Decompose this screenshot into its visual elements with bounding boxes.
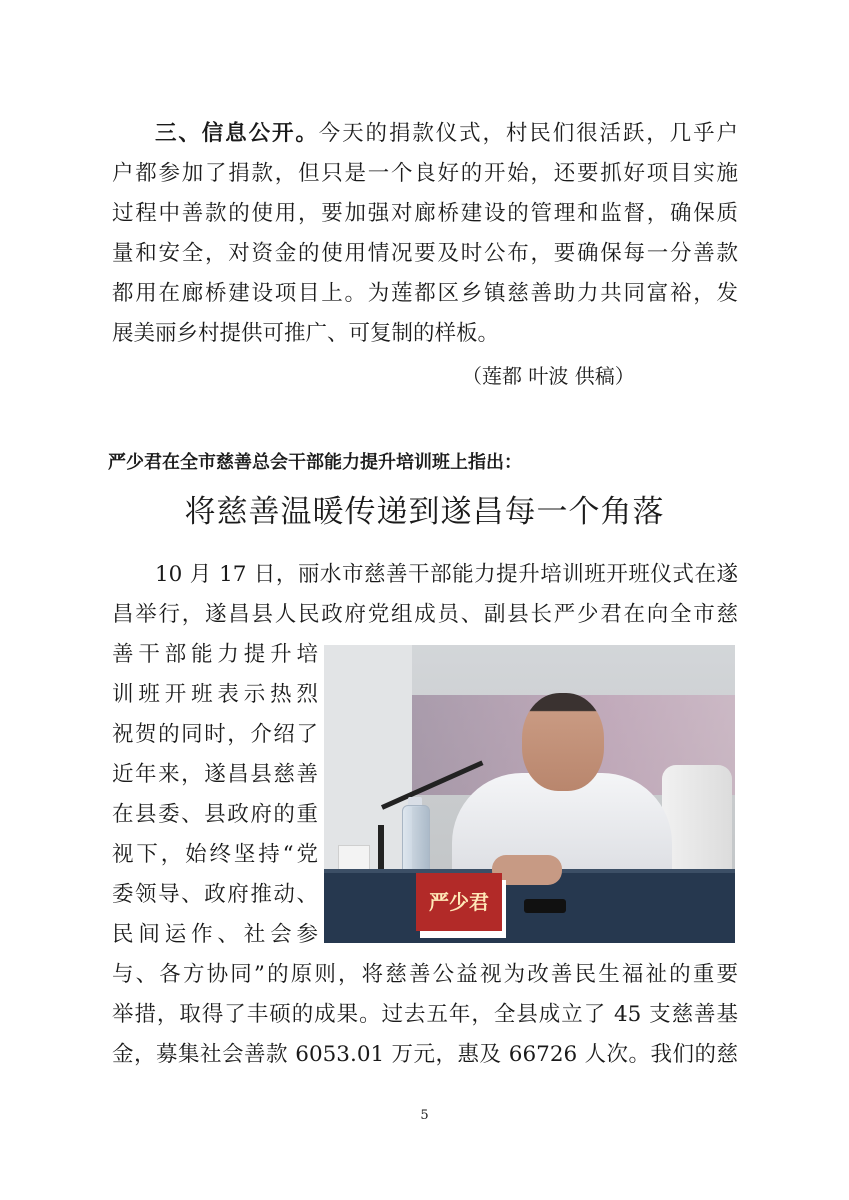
article-line: 训班开班表示热烈 — [112, 682, 318, 707]
article-line: 在县委、县政府的重 — [112, 802, 318, 827]
photo-speaker-head — [522, 693, 604, 791]
article-line: 善干部能力提升培 — [112, 642, 318, 667]
section3-line — [112, 114, 738, 154]
section3-line: 过程中善款的使用，要加强对廊桥建设的管理和监督，确保质 — [112, 201, 738, 226]
page-number: 5 — [420, 1108, 429, 1123]
article-line: 委领导、政府推动、 — [112, 882, 318, 907]
article-line: 近年来，遂昌县慈善 — [112, 762, 318, 787]
section3-line-text: 今天的捐款仪式，村民们很活跃，几乎户 — [318, 121, 738, 146]
photo-water-bottle — [402, 805, 430, 873]
section3-line: 展美丽乡村提供可推广、可复制的样板。 — [112, 321, 500, 346]
article-tail — [112, 955, 738, 1075]
article-line: 视下，始终坚持“党 — [112, 842, 318, 867]
article-line: 民间运作、社会参 — [112, 922, 318, 947]
article-line: 祝贺的同时，介绍了 — [112, 722, 318, 747]
article-wrap-text — [112, 635, 318, 955]
article-intro — [112, 555, 738, 635]
section3-paragraph — [112, 114, 738, 354]
article-line: 举措，取得了丰硕的成果。过去五年，全县成立了 45 支慈善基 — [112, 1002, 738, 1027]
article-line: 与、各方协同”的原则，将慈善公益视为改善民生福祉的重要 — [112, 962, 738, 987]
article-line: 10 月 17 日，丽水市慈善干部能力提升培训班开班仪式在遂 — [155, 562, 738, 587]
photo-phone — [524, 899, 566, 913]
article-subtitle: 严少君在全市慈善总会干部能力提升培训班上指出： — [108, 452, 522, 473]
speaker-photo — [324, 645, 735, 943]
photo-nameplate: 严少君 — [416, 873, 502, 931]
article-line: 昌举行，遂昌县人民政府党组成员、副县长严少君在向全市慈 — [112, 602, 738, 627]
article-headline: 将慈善温暖传递到遂昌每一个角落 — [184, 494, 665, 530]
section3-line: 户都参加了捐款，但只是一个良好的开始，还要抓好项目实施 — [112, 161, 738, 186]
article-line: 金，募集社会善款 6053.01 万元，惠及 66726 人次。我们的慈 — [112, 1042, 738, 1067]
article-credit: （莲都 叶波 供稿） — [462, 364, 635, 388]
section3-line: 量和安全，对资金的使用情况要及时公布，要确保每一分善款 — [112, 241, 738, 266]
section3-line: 都用在廊桥建设项目上。为莲都区乡镇慈善助力共同富裕，发 — [112, 281, 738, 306]
section3-heading: 三、信息公开。 — [155, 121, 319, 146]
